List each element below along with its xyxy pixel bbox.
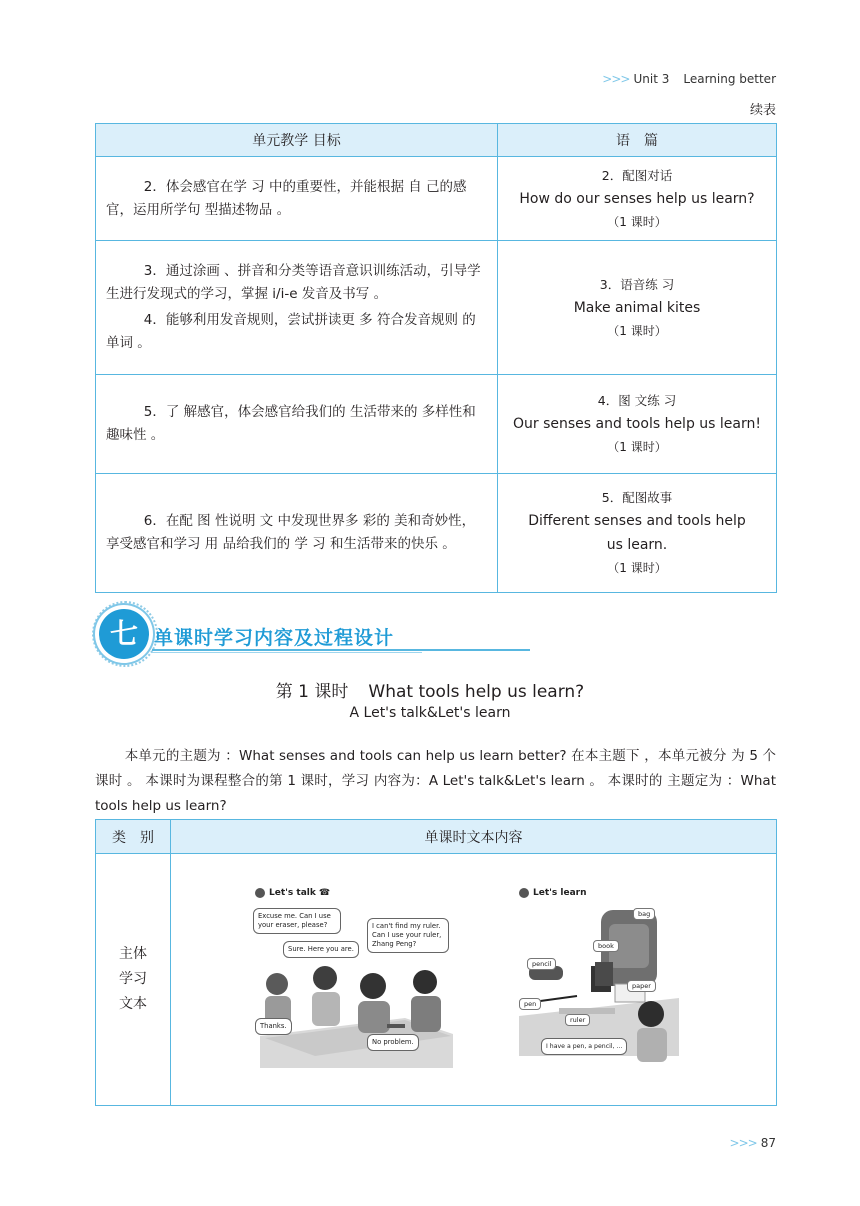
discourse-cell [498, 241, 777, 375]
item-label: ruler [565, 1014, 590, 1026]
section-underline [152, 649, 530, 651]
goal-cell [96, 474, 498, 593]
discourse-number: 5．配图故事 [601, 490, 673, 505]
goal-text: 2．体会感官在学 习 中的重要性，并能根据 自 己的感官，运用所学句 型描述物品 。 [106, 178, 467, 218]
lets-learn-illustration [519, 888, 679, 1068]
column-header-content: 单课时文本内容 [171, 820, 777, 854]
goal-text: 4．能够利用发音规则，尝试拼读更 多 符合发音规则 的单词 。 [106, 312, 476, 351]
discourse-title: How do our senses help us learn? [519, 190, 755, 207]
discourse-number: 4．图 文练 习 [597, 393, 677, 408]
item-label: bag [633, 908, 655, 920]
section-title: 单课时学习内容及过程设计 [154, 627, 395, 649]
item-label: book [593, 940, 619, 952]
lesson-content-table [95, 819, 777, 1106]
classroom-scene [255, 906, 455, 1068]
column-header-goals: 单元教学 目标 [96, 124, 498, 157]
table-row [96, 157, 777, 241]
table-header-row [96, 124, 777, 157]
speech-bubble: I have a pen, a pencil, ... [541, 1038, 627, 1055]
discourse-hours: （1 课时） [607, 440, 667, 454]
category-cell [96, 854, 171, 1106]
table-row [96, 241, 777, 375]
page-number: 87 [760, 1136, 776, 1150]
item-label: paper [627, 980, 656, 992]
table-row [96, 854, 777, 1106]
panel-heading [255, 888, 330, 898]
lets-talk-illustration [255, 888, 455, 1068]
discourse-title: Our senses and tools help us learn! [513, 416, 761, 432]
speech-bubble: Thanks. [255, 1018, 292, 1035]
category-line: 主体 [119, 946, 147, 962]
discourse-number: 2．配图对话 [601, 167, 673, 183]
panel-heading-text: Let's talk [269, 888, 316, 898]
table-row [96, 375, 777, 474]
unit-title: Learning better [683, 72, 776, 86]
panel-heading-text: Let's learn [533, 888, 587, 898]
speech-bubble: Excuse me. Can I use your eraser, please? [253, 908, 341, 934]
lesson-label: 第 1 课时 [275, 682, 349, 702]
table-row [96, 474, 777, 593]
category-line: 文本 [119, 996, 147, 1012]
page-footer [730, 1136, 776, 1150]
headphones-icon: ☎ [318, 888, 331, 898]
running-header [602, 72, 776, 86]
column-header-discourse: 语 篇 [498, 124, 777, 157]
discourse-title: Different senses and tools help us learn. [528, 513, 746, 553]
goal-text: 5．了 解感官，体会感官给我们的 生活带来的 多样性和趣味性 。 [106, 404, 476, 443]
discourse-hours: （1 课时） [607, 561, 667, 575]
school-things-scene [519, 906, 679, 1068]
section-underline-thin [152, 652, 422, 653]
bullet-icon [255, 888, 265, 898]
section-heading [92, 597, 452, 669]
table-header-row [96, 820, 777, 854]
item-label: pen [519, 998, 541, 1010]
item-label: pencil [527, 958, 556, 970]
bullet-icon [519, 888, 529, 898]
discourse-title: Make animal kites [573, 299, 701, 316]
discourse-number: 3．语音练 习 [599, 276, 675, 292]
discourse-cell [498, 375, 777, 474]
goal-cell [96, 375, 498, 474]
goal-cell [96, 241, 498, 375]
section-numeral: 七 [99, 609, 149, 659]
header-arrows: >>> [602, 72, 630, 86]
goal-text: 6．在配 图 性说明 文 中发现世界多 彩的 美和奇妙性，享受感官和学习 用 品给我们的 学 习 和生活带来的快乐 。 [106, 513, 476, 552]
panel-heading [519, 888, 587, 898]
unit-goals-table [95, 123, 777, 593]
goal-text: 3．通过涂画 、拼音和分类等语音意识训练活动，引导学生进行发现式的学习，掌握 i/i-e 发音及书写 。 [106, 263, 481, 302]
continued-label: 续表 [749, 103, 776, 118]
unit-label: Unit 3 [633, 72, 670, 86]
discourse-hours: （1 课时） [607, 323, 667, 338]
footer-arrows: >>> [729, 1136, 757, 1150]
category-line: 学习 [119, 971, 147, 987]
speech-bubble: Sure. Here you are. [283, 941, 359, 958]
discourse-cell [498, 157, 777, 241]
speech-bubble: I can't find my ruler. Can I use your ruler, Zhang Peng? [367, 918, 449, 953]
column-header-category: 类 别 [96, 820, 171, 854]
discourse-cell [498, 474, 777, 593]
intro-paragraph: 本单元的主题为 ：What senses and tools can help us learn better? 在本主题下 ，本单元被分 为 5 个课时 。 本课时为课程整合的第 1 课时，学习 内容为：A Let's talk&Let's learn 。 本课时的 主题定为 ：What tools help us learn? [95, 748, 776, 814]
lesson-subtitle: A Let's talk&Let's learn [349, 705, 511, 721]
speech-bubble: No problem. [367, 1034, 419, 1051]
lesson-title [0, 677, 860, 702]
content-cell [171, 854, 777, 1106]
discourse-hours: （1 课时） [607, 214, 667, 229]
goal-cell [96, 157, 498, 241]
lesson-question: What tools help us learn? [368, 682, 585, 702]
